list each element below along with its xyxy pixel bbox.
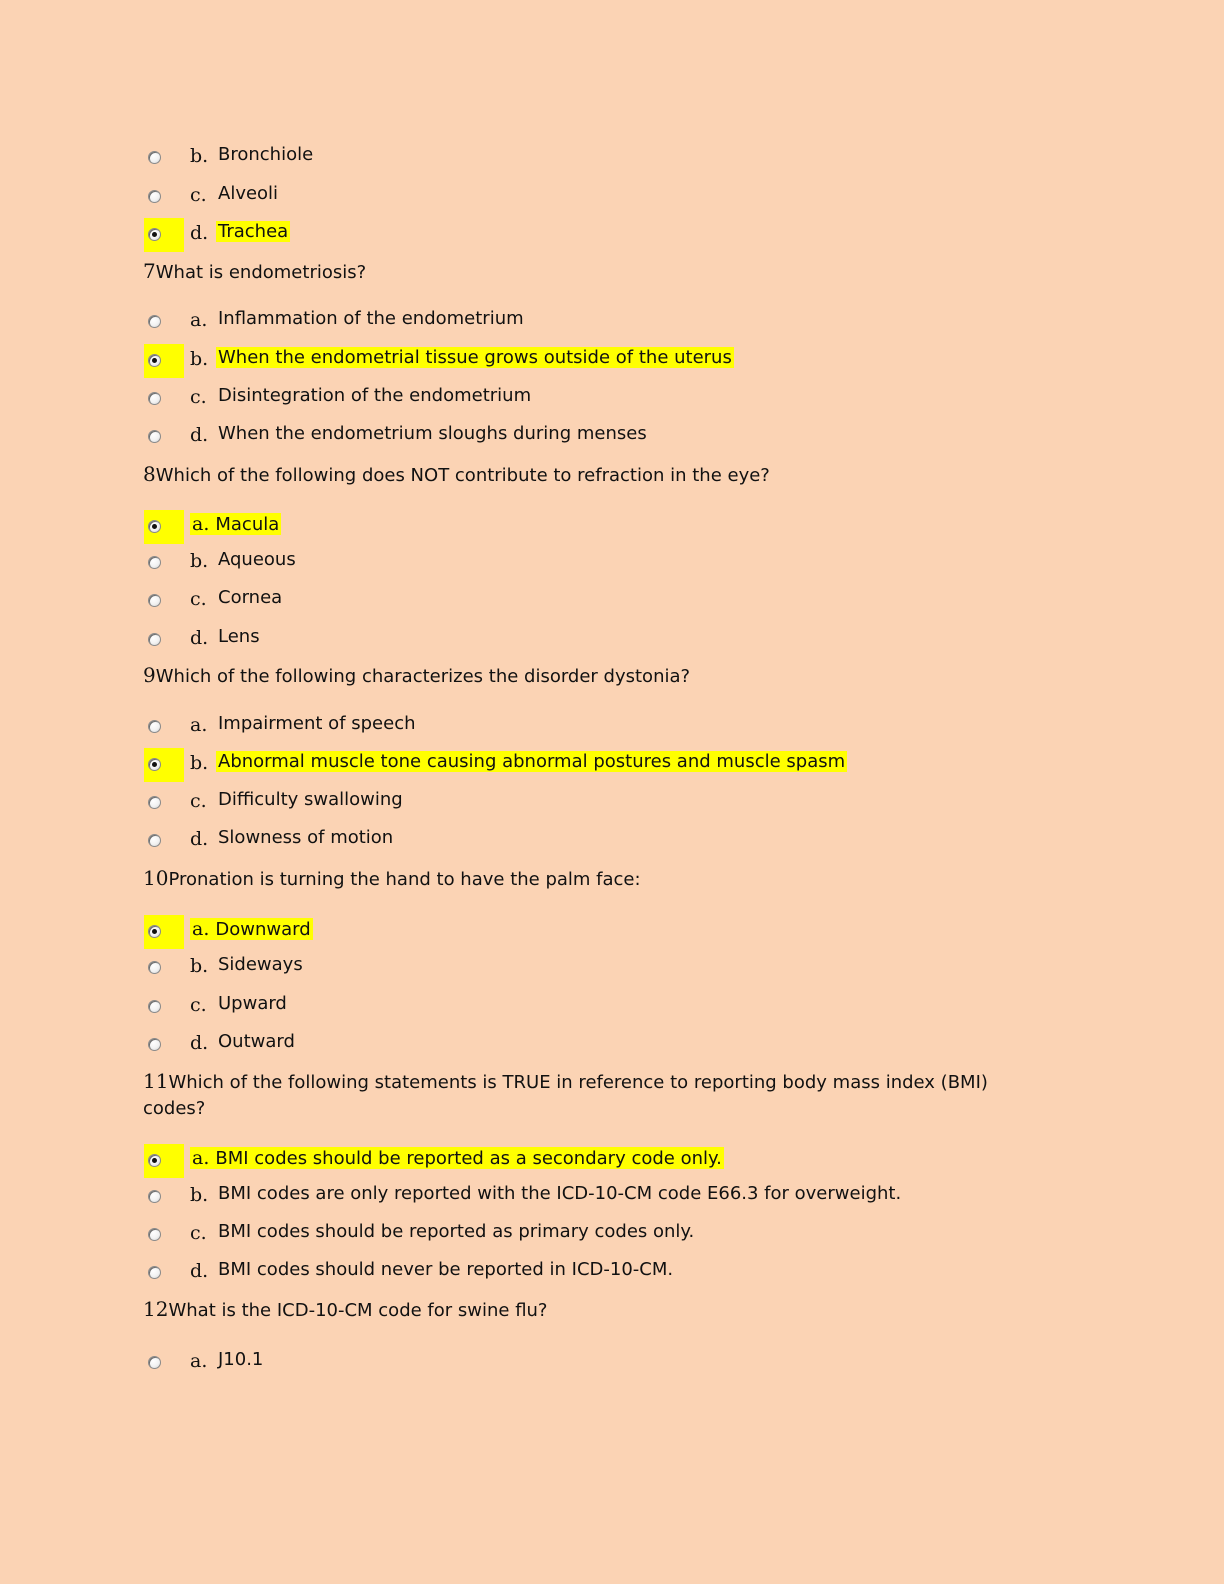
option-letter: b. xyxy=(190,1184,209,1206)
radio-button[interactable] xyxy=(148,1038,161,1051)
option-text: Alveoli xyxy=(218,183,279,204)
option-text: Macula xyxy=(215,514,280,535)
radio-button[interactable] xyxy=(148,1266,161,1279)
radio-button[interactable] xyxy=(148,1190,161,1203)
option-letter: d. xyxy=(190,828,209,850)
radio-dot-icon xyxy=(152,1158,157,1163)
option-letter: c. xyxy=(190,1222,207,1244)
option-letter: d. xyxy=(190,1260,209,1282)
option-letter: b. xyxy=(190,752,209,774)
option-text: Downward xyxy=(215,919,311,940)
option-text: When the endometrium sloughs during menses xyxy=(218,423,647,444)
radio-button[interactable] xyxy=(148,633,161,646)
option-text: BMI codes should be reported as a secondary code only. xyxy=(215,1148,722,1169)
option-letter: b. xyxy=(190,955,209,977)
answer-option[interactable] xyxy=(144,990,1144,1024)
option-text: Inflammation of the endometrium xyxy=(218,308,524,329)
question-text: Which of the following does NOT contribute to refraction in the eye? xyxy=(155,465,770,486)
answer-option[interactable] xyxy=(144,546,1144,580)
radio-button[interactable] xyxy=(148,961,161,974)
radio-button[interactable] xyxy=(148,1000,161,1013)
option-letter: b. xyxy=(190,145,209,167)
option-letter: d. xyxy=(190,1032,209,1054)
radio-button[interactable] xyxy=(148,190,161,203)
radio-button-checked[interactable] xyxy=(148,1154,161,1167)
answer-option[interactable] xyxy=(144,180,1144,214)
answer-option[interactable] xyxy=(144,382,1144,416)
question-number: 12 xyxy=(143,1297,169,1321)
question-number: 9 xyxy=(143,663,156,687)
question-text: Which of the following statements is TRUE in reference to reporting body mass index (BMI) codes? xyxy=(143,1072,988,1119)
option-letter: c. xyxy=(190,790,207,812)
option-text: BMI codes should never be reported in ICD-10-CM. xyxy=(218,1259,674,1280)
option-label-highlight xyxy=(190,513,281,535)
radio-button[interactable] xyxy=(148,151,161,164)
radio-dot-icon xyxy=(152,358,157,363)
question-number: 10 xyxy=(143,866,169,890)
question-number: 7 xyxy=(143,259,156,283)
option-letter: d. xyxy=(190,627,209,649)
option-letter: a. xyxy=(190,309,208,331)
question-number: 8 xyxy=(143,462,156,486)
radio-dot-icon xyxy=(152,232,157,237)
option-label-highlight xyxy=(190,918,313,940)
question-text: Which of the following characterizes the disorder dystonia? xyxy=(155,666,691,687)
question-9 xyxy=(143,662,1043,690)
answer-option[interactable] xyxy=(144,218,1144,252)
radio-button[interactable] xyxy=(148,392,161,405)
option-letter: d. xyxy=(190,424,209,446)
option-letter: b. xyxy=(190,550,209,572)
question-text: What is endometriosis? xyxy=(155,262,367,283)
answer-option[interactable] xyxy=(144,824,1144,858)
option-text: BMI codes should be reported as primary codes only. xyxy=(218,1221,695,1242)
answer-option[interactable] xyxy=(144,623,1144,657)
option-letter: d. xyxy=(190,222,209,244)
option-text: Abnormal muscle tone causing abnormal postures and muscle spasm xyxy=(218,751,846,772)
question-10 xyxy=(143,865,1043,893)
option-letter: c. xyxy=(190,386,207,408)
option-text: When the endometrial tissue grows outside of the uterus xyxy=(218,347,732,368)
radio-button-checked[interactable] xyxy=(148,758,161,771)
option-text: J10.1 xyxy=(218,1349,264,1370)
option-text: Slowness of motion xyxy=(218,827,394,848)
option-text: Outward xyxy=(218,1031,295,1052)
answer-option[interactable] xyxy=(144,305,1144,339)
option-letter: a. xyxy=(192,918,210,940)
question-7 xyxy=(143,258,1043,286)
answer-option[interactable] xyxy=(144,1218,1144,1252)
option-label-highlight xyxy=(190,1147,724,1169)
radio-button[interactable] xyxy=(148,556,161,569)
option-text: Difficulty swallowing xyxy=(218,789,403,810)
answer-option[interactable] xyxy=(144,786,1144,820)
answer-option[interactable] xyxy=(144,1346,1144,1380)
radio-button[interactable] xyxy=(148,1228,161,1241)
answer-option[interactable] xyxy=(144,1256,1144,1290)
option-letter: b. xyxy=(190,348,209,370)
option-text: Cornea xyxy=(218,587,283,608)
radio-button[interactable] xyxy=(148,720,161,733)
option-letter: c. xyxy=(190,588,207,610)
answer-option[interactable] xyxy=(144,344,1144,378)
option-text: Disintegration of the endometrium xyxy=(218,385,532,406)
option-letter: c. xyxy=(190,184,207,206)
radio-button-checked[interactable] xyxy=(148,354,161,367)
option-text: BMI codes are only reported with the ICD-10-CM code E66.3 for overweight. xyxy=(218,1183,902,1204)
answer-option[interactable] xyxy=(144,510,1144,544)
answer-option[interactable] xyxy=(144,951,1144,985)
radio-dot-icon xyxy=(152,929,157,934)
radio-button[interactable] xyxy=(148,430,161,443)
radio-button-checked[interactable] xyxy=(148,925,161,938)
option-letter: c. xyxy=(190,994,207,1016)
option-text: Aqueous xyxy=(218,549,296,570)
radio-button[interactable] xyxy=(148,315,161,328)
radio-button[interactable] xyxy=(148,834,161,847)
answer-option[interactable] xyxy=(144,1144,1144,1178)
option-letter: a. xyxy=(190,1350,208,1372)
option-text: Trachea xyxy=(218,221,289,242)
question-12 xyxy=(143,1296,1043,1324)
radio-button[interactable] xyxy=(148,594,161,607)
question-number: 11 xyxy=(143,1069,169,1093)
answer-option[interactable] xyxy=(144,420,1144,454)
answer-option[interactable] xyxy=(144,748,1144,782)
option-text: Impairment of speech xyxy=(218,713,416,734)
option-text: Upward xyxy=(218,993,287,1014)
question-text: What is the ICD-10-CM code for swine flu? xyxy=(168,1300,548,1321)
radio-button-checked[interactable] xyxy=(148,228,161,241)
radio-button-checked[interactable] xyxy=(148,520,161,533)
answer-option[interactable] xyxy=(144,1180,1144,1214)
radio-dot-icon xyxy=(152,524,157,529)
answer-option[interactable] xyxy=(144,141,1144,175)
question-text: Pronation is turning the hand to have the palm face: xyxy=(168,869,641,890)
radio-button[interactable] xyxy=(148,796,161,809)
option-text: Sideways xyxy=(218,954,303,975)
answer-option[interactable] xyxy=(144,915,1144,949)
option-letter: a. xyxy=(192,513,210,535)
answer-option[interactable] xyxy=(144,710,1144,744)
question-11 xyxy=(143,1068,1043,1122)
answer-option[interactable] xyxy=(144,1028,1144,1062)
answer-option[interactable] xyxy=(144,584,1144,618)
option-letter: a. xyxy=(190,714,208,736)
question-8 xyxy=(143,461,1043,489)
radio-button[interactable] xyxy=(148,1356,161,1369)
radio-dot-icon xyxy=(152,762,157,767)
option-text: Lens xyxy=(218,626,260,647)
option-text: Bronchiole xyxy=(218,144,314,165)
option-letter: a. xyxy=(192,1147,210,1169)
